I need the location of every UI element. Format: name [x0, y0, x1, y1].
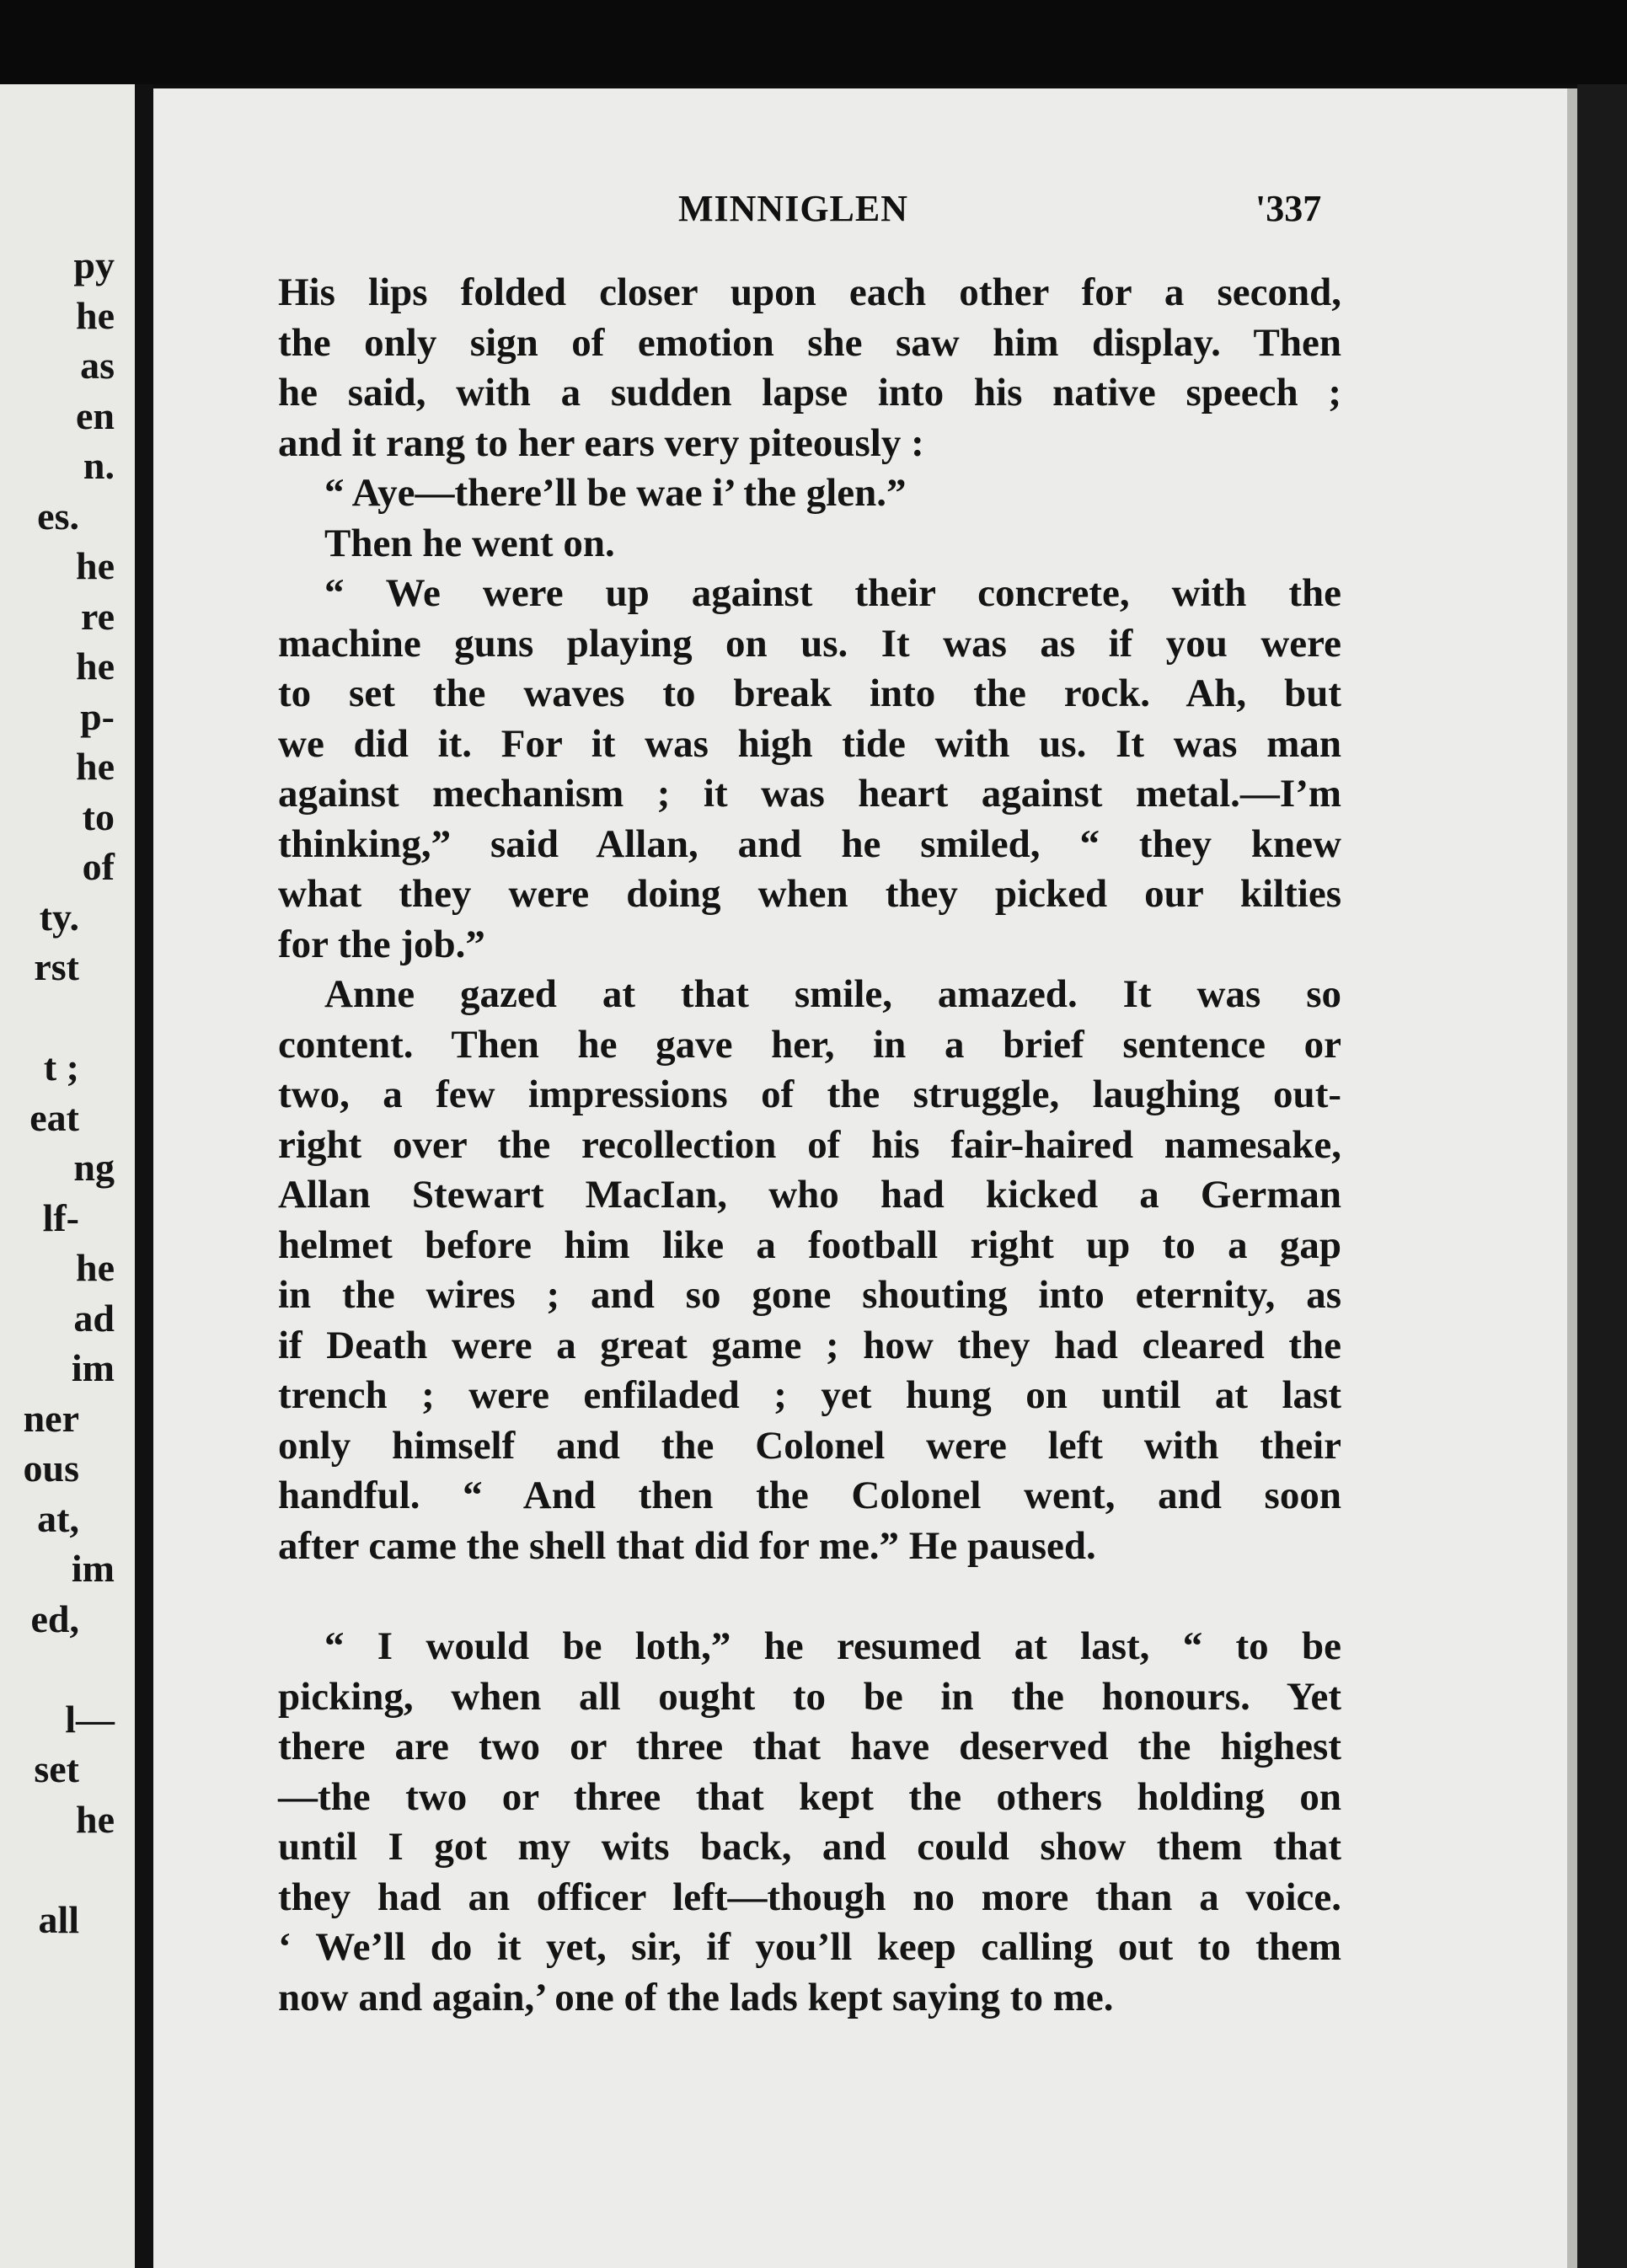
scan-right-border [1577, 84, 1627, 2268]
left-page-fragment: at, [37, 1496, 79, 1540]
left-page-fragment: as [80, 344, 115, 387]
text-line: we did it. For it was high tide with us. It was man [278, 721, 1341, 766]
left-page-fragment: t ; [43, 1046, 79, 1089]
text-line: only himself and the Colonel were left with their [278, 1423, 1341, 1468]
text-line: after came the shell that did for me.” He paused. [278, 1523, 1096, 1568]
left-page-fragment [81, 1644, 136, 1694]
left-page-fragment: l— [65, 1697, 115, 1741]
text-line: there are two or three that have deserved the highest [278, 1725, 1341, 1768]
paragraph [278, 268, 1341, 468]
left-page-fragment: set [34, 1747, 79, 1790]
text-line: thinking,” said Allan, and he smiled, “ they knew [278, 821, 1341, 866]
left-page-fragment: ad [73, 1296, 115, 1340]
left-page-fragment: lf- [42, 1196, 79, 1239]
left-page-fragment: ous [23, 1447, 79, 1490]
text-line: Allan Stewart MacIan, who had kicked a German [278, 1173, 1341, 1217]
text-line: now and again,’ one of the lads kept saying to me. [278, 1975, 1114, 2019]
left-page-fragment: of [82, 845, 115, 888]
text-line: the only sign of emotion she saw him display. Then [278, 320, 1341, 365]
text-line: and it rang to her ears very piteously : [278, 420, 924, 465]
text-line: he said, with a sudden lapse into his native speech ; [278, 371, 1341, 415]
left-page-fragment: he [76, 645, 115, 687]
text-line: trench ; were enfiladed ; yet hung on until at last [278, 1373, 1341, 1417]
text-line: against mechanism ; it was heart against metal.—I’m [278, 772, 1341, 816]
text-line: content. Then he gave her, in a brief sentence or [278, 1022, 1341, 1067]
paragraph [278, 970, 1341, 1571]
text-line: ‘ We’ll do it yet, sir, if you’ll keep calling out to them [278, 1925, 1341, 1969]
page-number: '337 [1255, 188, 1322, 229]
left-page-text-fragments [0, 240, 136, 1944]
left-page-fragment: he [76, 1246, 115, 1289]
paragraph [278, 569, 1341, 970]
left-page-fragment: he [76, 544, 115, 587]
left-page-fragment: en [76, 393, 115, 437]
left-page-fragment: re [80, 594, 115, 638]
left-page-fragment [81, 1844, 136, 1895]
text-line: machine guns playing on us. It was as if you were [278, 621, 1341, 666]
book-gutter [135, 84, 153, 2268]
left-page-fragment: all [38, 1897, 79, 1941]
left-page-fragment: ty. [39, 895, 79, 939]
left-page-fragment: es. [37, 494, 79, 538]
left-page-fragment: ner [23, 1396, 79, 1440]
text-line: what they were doing when they picked our kilties [278, 872, 1341, 916]
left-page-fragment: py [73, 243, 115, 286]
left-page-fragment: to [82, 794, 115, 838]
paragraph [278, 519, 1341, 570]
text-line: —the two or three that kept the others holding on [278, 1774, 1341, 1819]
text-line: two, a few impressions of the struggle, laughing out- [278, 1072, 1341, 1116]
text-line: “ We were up against their concrete, with the [324, 571, 1341, 615]
left-page-edge [0, 84, 136, 2268]
text-line: to set the waves to break into the rock. Ah, but [278, 671, 1341, 715]
text-line: Then he went on. [324, 521, 615, 565]
text-line: if Death were a great game ; how they had cleared the [278, 1323, 1341, 1367]
scan-top-border [0, 0, 1627, 84]
left-page-fragment: n. [83, 444, 115, 487]
left-page-fragment: im [71, 1346, 115, 1389]
text-line: His lips folded closer upon each other for a second, [278, 270, 1341, 314]
text-line: picking, when all ought to be in the honours. Yet [278, 1674, 1341, 1719]
left-page-fragment: ed, [30, 1597, 79, 1640]
text-line: until I got my wits back, and could show them that [278, 1825, 1341, 1869]
left-page-fragment: he [76, 745, 115, 788]
paragraph [278, 468, 1341, 519]
running-title: MINNIGLEN [678, 188, 909, 229]
left-page-fragment: p- [80, 694, 115, 738]
left-page-fragment: he [76, 1797, 115, 1841]
left-page-fragment [81, 992, 136, 1043]
left-page-fragment: im [71, 1547, 115, 1590]
text-line: “ I would be loth,” he resumed at last, “ to be [324, 1624, 1341, 1668]
paragraph [278, 1622, 1341, 2023]
left-page-fragment: rst [34, 945, 79, 988]
left-page-fragment: ng [73, 1146, 115, 1189]
text-line: in the wires ; and so gone shouting into eternity, as [278, 1273, 1341, 1317]
text-line: Anne gazed at that smile, amazed. It was so [324, 972, 1341, 1016]
text-line: handful. “ And then the Colonel went, and soon [278, 1474, 1341, 1517]
text-line: for the job.” [278, 922, 485, 966]
text-line: “ Aye—there’ll be wae i’ the glen.” [324, 471, 907, 515]
text-line: they had an officer left—though no more than a voice. [278, 1875, 1341, 1919]
text-line: right over the recollection of his fair-haired namesake, [278, 1122, 1341, 1167]
body-text [278, 268, 1341, 2023]
left-page-fragment: he [76, 293, 115, 337]
left-page-fragment: eat [29, 1095, 79, 1139]
text-line: helmet before him like a football right up to a gap [278, 1222, 1341, 1267]
